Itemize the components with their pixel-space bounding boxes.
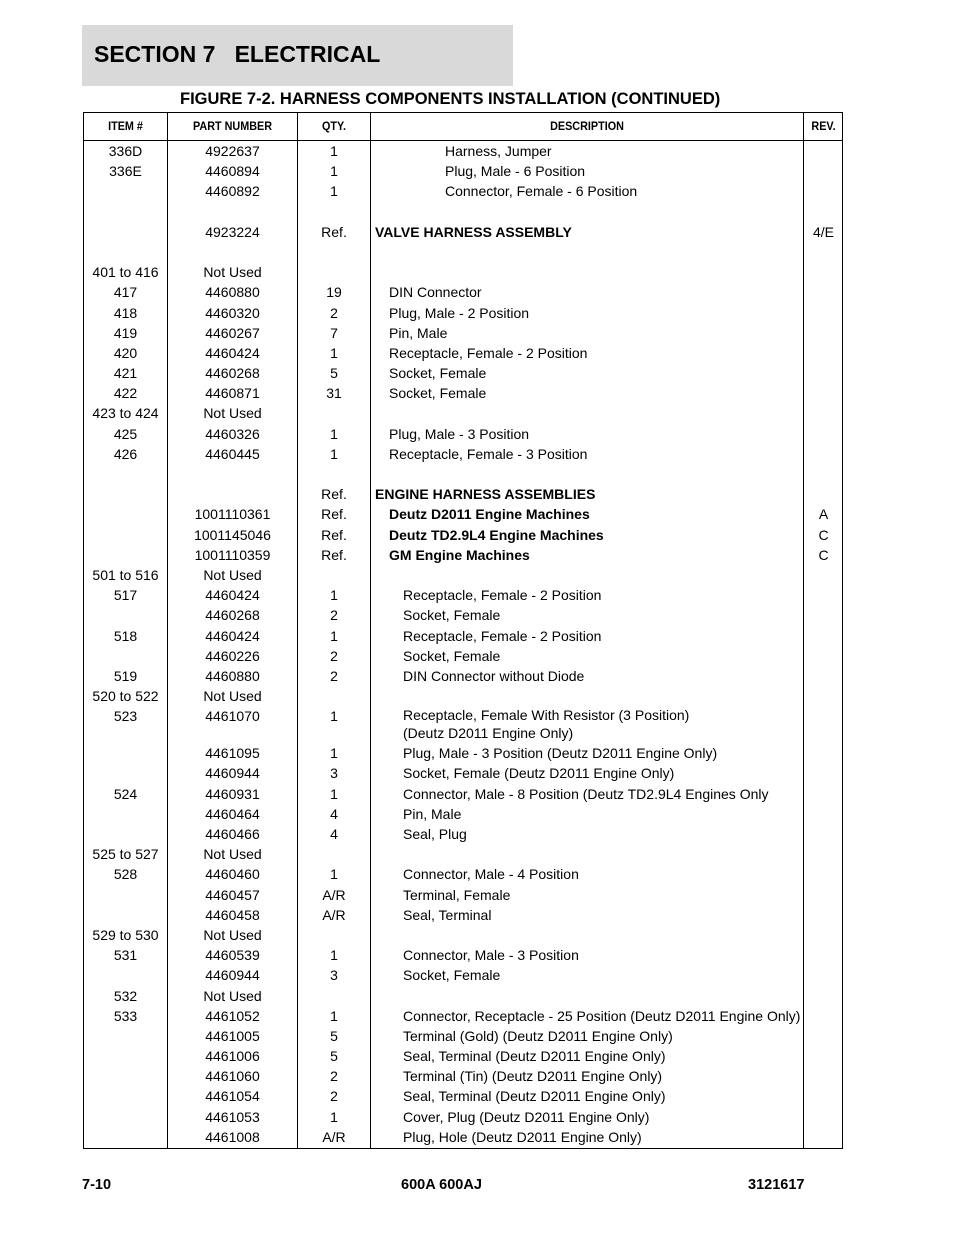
part-number-cell: 4461008 — [205, 1128, 260, 1145]
table-row — [84, 824, 842, 844]
part-number-cell: 1001145046 — [194, 526, 271, 543]
description-text: Receptacle, Female - 2 Position — [403, 587, 602, 604]
description-cell — [371, 626, 835, 646]
item-number-cell: 523 — [113, 708, 138, 725]
quantity-cell: A/R — [322, 906, 346, 923]
table-row — [84, 965, 842, 985]
quantity-cell: Ref. — [321, 506, 347, 523]
description-text: VALVE HARNESS ASSEMBLY — [375, 223, 572, 240]
quantity-cell: 2 — [330, 607, 338, 624]
quantity-cell: 1 — [330, 1007, 338, 1024]
description-cell — [371, 885, 835, 905]
description-cell — [371, 1046, 835, 1066]
part-number-cell: 4460466 — [205, 826, 260, 842]
part-number-cell: 4460268 — [205, 365, 260, 382]
table-row — [84, 1006, 842, 1026]
part-number-cell: 4460871 — [205, 385, 260, 402]
item-number-cell: 531 — [113, 947, 138, 964]
table-row — [84, 605, 842, 625]
description-cell — [371, 282, 821, 302]
part-number-cell: 4460326 — [205, 425, 260, 442]
description-text: DIN Connector — [389, 284, 482, 301]
description-cell — [371, 161, 877, 181]
table-row — [84, 743, 842, 763]
table-row — [84, 763, 842, 783]
part-number-cell: Not Used — [203, 264, 262, 281]
description-text: DIN Connector without Diode — [403, 667, 585, 684]
item-number-cell: 519 — [113, 667, 138, 684]
part-number-cell: 4460464 — [205, 805, 260, 822]
table-row — [84, 784, 842, 804]
description-cell — [371, 646, 835, 666]
description-text: Seal, Terminal — [403, 906, 492, 923]
description-text: Seal, Plug — [403, 826, 467, 842]
item-number-cell: 419 — [113, 324, 138, 341]
quantity-cell: 5 — [330, 1048, 338, 1065]
description-cell — [371, 504, 821, 524]
part-number-cell: 4460539 — [205, 947, 260, 964]
description-cell — [371, 1127, 835, 1147]
quantity-cell: 2 — [330, 304, 338, 321]
description-cell — [371, 804, 835, 824]
table-row — [84, 242, 842, 262]
item-number-cell: 520 to 522 — [92, 688, 159, 705]
table-row — [84, 1086, 842, 1106]
description-text: Connector, Female - 6 Position — [445, 183, 638, 200]
item-number-cell: 532 — [113, 987, 138, 1004]
table-row — [84, 202, 842, 222]
part-number-cell: Not Used — [203, 688, 262, 705]
section-header — [82, 25, 513, 86]
description-text: Deutz D2011 Engine Machines — [389, 506, 590, 523]
description-cell — [371, 141, 877, 161]
description-cell — [371, 743, 835, 763]
table-row — [84, 565, 842, 585]
description-cell — [371, 706, 835, 742]
description-text: Connector, Receptacle - 25 Position (Deutz D2011 Engine Only) — [403, 1007, 801, 1024]
part-number-cell: Not Used — [203, 926, 262, 943]
description-text: Pin, Male — [403, 805, 462, 822]
description-cell — [371, 1006, 835, 1026]
item-number-cell: 533 — [113, 1007, 138, 1024]
table-row — [84, 363, 842, 383]
table-row — [84, 141, 842, 161]
description-cell — [371, 784, 835, 804]
quantity-cell: Ref. — [321, 546, 347, 563]
revision-cell: C — [818, 546, 829, 563]
description-cell — [371, 1066, 835, 1086]
description-text: Plug, Male - 3 Position — [389, 425, 530, 442]
description-text: Socket, Female — [403, 607, 501, 624]
description-text: GM Engine Machines — [389, 546, 530, 563]
description-cell — [371, 1026, 835, 1046]
table-row — [84, 626, 842, 646]
quantity-cell: 2 — [330, 1068, 338, 1085]
table-row — [84, 1066, 842, 1086]
table-row — [84, 844, 842, 864]
table-row — [84, 504, 842, 524]
item-number-cell: 528 — [113, 866, 138, 883]
description-text: Terminal (Tin) (Deutz D2011 Engine Only) — [403, 1068, 663, 1085]
description-cell — [371, 323, 821, 343]
item-number-cell: 401 to 416 — [92, 264, 159, 281]
revision-cell: 4/E — [812, 223, 834, 240]
part-number-cell: 4461054 — [205, 1088, 260, 1105]
table-row — [84, 343, 842, 363]
column-header-part-number: PART NUMBER — [192, 119, 273, 133]
part-number-cell: 4461070 — [205, 708, 260, 725]
description-cell — [371, 303, 821, 323]
description-cell — [371, 905, 835, 925]
part-number-cell: 4460894 — [205, 163, 260, 180]
quantity-cell: 5 — [330, 1027, 338, 1044]
part-number-cell: 4460267 — [205, 324, 260, 341]
table-row — [84, 181, 842, 201]
table-body — [84, 141, 842, 1147]
table-row — [84, 464, 842, 484]
table-row — [84, 905, 842, 925]
part-number-cell: 4460320 — [205, 304, 260, 321]
column-header-item: ITEM # — [108, 119, 143, 133]
quantity-cell: 7 — [330, 324, 338, 341]
part-number-cell: Not Used — [203, 846, 262, 863]
description-cell — [371, 824, 835, 844]
description-text-continued: (Deutz D2011 Engine Only) — [403, 725, 574, 742]
table-row — [84, 925, 842, 945]
table-row — [84, 1107, 842, 1127]
item-number-cell: 529 to 530 — [92, 926, 159, 943]
item-number-cell: 336E — [109, 163, 142, 180]
description-cell — [371, 444, 821, 464]
table-row — [84, 706, 842, 743]
table-row — [84, 885, 842, 905]
parts-table — [83, 112, 843, 1149]
description-text: Cover, Plug (Deutz D2011 Engine Only) — [403, 1108, 650, 1125]
part-number-cell: 4460445 — [205, 445, 260, 462]
quantity-cell: A/R — [322, 1128, 346, 1145]
quantity-cell: 3 — [330, 967, 338, 984]
item-number-cell: 422 — [113, 385, 138, 402]
description-cell — [371, 965, 835, 985]
part-number-cell: 4460944 — [205, 967, 260, 984]
quantity-cell: 1 — [330, 708, 338, 725]
table-row — [84, 1026, 842, 1046]
description-text: Seal, Terminal (Deutz D2011 Engine Only) — [403, 1048, 666, 1065]
part-number-cell: 4460931 — [205, 785, 260, 802]
part-number-cell: Not Used — [203, 987, 262, 1004]
quantity-cell: Ref. — [321, 223, 347, 240]
part-number-cell: 4460424 — [205, 627, 260, 644]
description-text: Receptacle, Female - 3 Position — [389, 445, 588, 462]
quantity-cell: 1 — [330, 143, 338, 159]
description-text: Seal, Terminal (Deutz D2011 Engine Only) — [403, 1088, 666, 1105]
description-text: Receptacle, Female - 2 Position — [403, 627, 602, 644]
part-number-cell: 4460226 — [205, 647, 260, 664]
figure-title: FIGURE 7-2. HARNESS COMPONENTS INSTALLATION (CONTINUED) — [180, 90, 721, 108]
description-cell — [371, 424, 821, 444]
description-cell — [371, 763, 835, 783]
part-number-cell: 4461053 — [205, 1108, 260, 1125]
description-cell — [371, 181, 877, 201]
table-row — [84, 945, 842, 965]
description-cell — [371, 343, 821, 363]
table-row — [84, 262, 842, 282]
description-text: Plug, Male - 6 Position — [445, 163, 586, 180]
part-number-cell: 4460457 — [205, 886, 260, 903]
quantity-cell: 4 — [330, 805, 338, 822]
description-text: ENGINE HARNESS ASSEMBLIES — [375, 486, 596, 503]
part-number-cell: 4460424 — [205, 587, 260, 604]
part-number-cell: 4461005 — [205, 1027, 260, 1044]
description-text: Plug, Male - 2 Position — [389, 304, 530, 321]
quantity-cell: 2 — [330, 647, 338, 664]
description-cell — [371, 525, 821, 545]
revision-cell: A — [818, 506, 829, 523]
description-cell — [371, 605, 835, 625]
quantity-cell: 1 — [330, 866, 338, 883]
table-row — [84, 161, 842, 181]
item-number-cell: 517 — [113, 587, 138, 604]
quantity-cell: Ref. — [321, 486, 347, 503]
description-text: Terminal, Female — [403, 886, 511, 903]
part-number-cell: 4922637 — [205, 143, 260, 159]
model-name: 600A 600AJ — [401, 1177, 482, 1193]
description-text: Pin, Male — [389, 324, 448, 341]
description-cell — [371, 363, 821, 383]
table-row — [84, 303, 842, 323]
description-text: Connector, Male - 4 Position — [403, 866, 579, 883]
quantity-cell: 1 — [330, 163, 338, 180]
item-number-cell: 501 to 516 — [92, 566, 159, 583]
table-row — [84, 282, 842, 302]
description-cell — [371, 585, 835, 605]
item-number-cell: 423 to 424 — [92, 405, 159, 422]
quantity-cell: 4 — [330, 826, 338, 842]
part-number-cell: Not Used — [203, 405, 262, 422]
item-number-cell: 518 — [113, 627, 138, 644]
description-text: Harness, Jumper — [445, 143, 552, 159]
part-number-cell: 4460458 — [205, 906, 260, 923]
description-cell — [371, 383, 821, 403]
quantity-cell: 1 — [330, 425, 338, 442]
part-number-cell: 4460944 — [205, 765, 260, 782]
description-cell — [371, 864, 835, 884]
description-text: Deutz TD2.9L4 Engine Machines — [389, 526, 604, 543]
column-header-description: DESCRIPTION — [550, 119, 624, 133]
quantity-cell: 2 — [330, 1088, 338, 1105]
description-text: Socket, Female — [389, 365, 487, 382]
part-number-cell: 4461006 — [205, 1048, 260, 1065]
quantity-cell: 2 — [330, 667, 338, 684]
item-number-cell: 426 — [113, 445, 138, 462]
quantity-cell: 19 — [326, 284, 342, 301]
item-number-cell: 420 — [113, 344, 138, 361]
description-text: Receptacle, Female - 2 Position — [389, 344, 588, 361]
item-number-cell: 336D — [108, 143, 143, 159]
quantity-cell: 1 — [330, 785, 338, 802]
quantity-cell: 3 — [330, 765, 338, 782]
quantity-cell: A/R — [322, 886, 346, 903]
part-number-cell: 4460892 — [205, 183, 260, 200]
description-cell — [371, 222, 807, 242]
part-number-cell: Not Used — [203, 566, 262, 583]
table-row — [84, 986, 842, 1006]
description-text: Connector, Male - 3 Position — [403, 947, 579, 964]
description-cell — [371, 1086, 835, 1106]
description-text: Socket, Female — [403, 647, 501, 664]
description-text: Plug, Hole (Deutz D2011 Engine Only) — [403, 1128, 642, 1145]
table-row — [84, 864, 842, 884]
table-row — [84, 323, 842, 343]
quantity-cell: 1 — [330, 183, 338, 200]
table-row — [84, 525, 842, 545]
item-number-cell: 421 — [113, 365, 138, 382]
quantity-cell: 1 — [330, 1108, 338, 1125]
description-cell — [371, 666, 835, 686]
table-row — [84, 222, 842, 242]
table-row — [84, 444, 842, 464]
description-text: Socket, Female — [389, 385, 487, 402]
table-row — [84, 585, 842, 605]
description-text: Socket, Female — [403, 967, 501, 984]
description-cell — [371, 1107, 835, 1127]
part-number-cell: 4460880 — [205, 284, 260, 301]
description-text: Receptacle, Female With Resistor (3 Position) — [403, 707, 690, 724]
description-text: Socket, Female (Deutz D2011 Engine Only) — [403, 765, 675, 782]
item-number-cell: 525 to 527 — [92, 846, 159, 863]
table-row — [84, 1127, 842, 1147]
table-row — [84, 646, 842, 666]
quantity-cell: 1 — [330, 344, 338, 361]
item-number-cell: 524 — [113, 785, 138, 802]
item-number-cell: 417 — [113, 284, 138, 301]
table-row — [84, 1046, 842, 1066]
quantity-cell: 1 — [330, 627, 338, 644]
table-row — [84, 804, 842, 824]
part-number-cell: 4460268 — [205, 607, 260, 624]
part-number-cell: 1001110359 — [194, 546, 271, 563]
section-title: SECTION 7 ELECTRICAL — [94, 41, 381, 67]
quantity-cell: Ref. — [321, 526, 347, 543]
part-number-cell: 4461060 — [205, 1068, 260, 1085]
quantity-cell: 1 — [330, 745, 338, 762]
table-row — [84, 545, 842, 565]
description-cell — [371, 945, 835, 965]
quantity-cell: 31 — [326, 385, 342, 402]
table-row — [84, 424, 842, 444]
quantity-cell: 1 — [330, 445, 338, 462]
table-row — [84, 484, 842, 504]
description-cell — [371, 484, 807, 504]
page-number: 7-10 — [82, 1177, 112, 1193]
column-header-rev: REV. — [811, 119, 836, 133]
revision-cell: C — [818, 526, 829, 543]
item-number-cell: 418 — [113, 304, 138, 321]
item-number-cell: 425 — [113, 425, 138, 442]
description-text: Connector, Male - 8 Position (Deutz TD2.9L4 Engines Only — [403, 785, 769, 802]
table-row — [84, 666, 842, 686]
column-header-qty: QTY. — [321, 119, 346, 133]
document-number: 3121617 — [748, 1177, 805, 1193]
part-number-cell: 4460424 — [205, 344, 260, 361]
part-number-cell: 1001110361 — [194, 506, 271, 523]
quantity-cell: 1 — [330, 947, 338, 964]
part-number-cell: 4461052 — [205, 1007, 260, 1024]
part-number-cell: 4460880 — [205, 667, 260, 684]
part-number-cell: 4460460 — [205, 866, 260, 883]
description-text: Plug, Male - 3 Position (Deutz D2011 Engine Only) — [403, 745, 718, 762]
table-row — [84, 383, 842, 403]
part-number-cell: 4923224 — [205, 223, 260, 240]
quantity-cell: 1 — [330, 587, 338, 604]
table-row — [84, 686, 842, 706]
table-row — [84, 403, 842, 423]
description-cell — [371, 545, 821, 565]
part-number-cell: 4461095 — [205, 745, 260, 762]
quantity-cell: 5 — [330, 365, 338, 382]
description-text: Terminal (Gold) (Deutz D2011 Engine Only) — [403, 1027, 673, 1044]
